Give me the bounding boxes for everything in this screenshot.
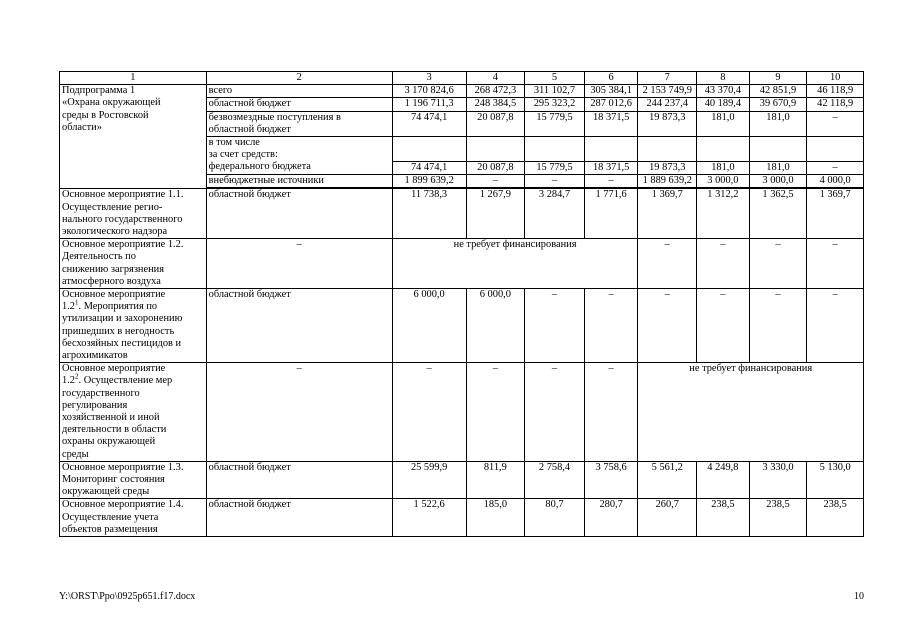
source-line: безвозмездные поступления в: [208, 111, 341, 123]
value-cell: –: [525, 288, 585, 362]
value-cell: 1 369,7: [638, 189, 697, 239]
value-cell: 295 323,2: [525, 98, 585, 111]
value-cell: 1 362,5: [749, 189, 807, 239]
source-cell: внебюджетные источники: [206, 175, 392, 188]
value-cell: 42 118,9: [807, 98, 864, 111]
name-line: атмосферного воздуха: [62, 275, 161, 287]
value-cell: –: [638, 239, 697, 289]
source-line: в том числе: [208, 137, 260, 149]
name-line: среды в Ростовской: [62, 109, 149, 121]
value-cell: 1 312,2: [697, 189, 750, 239]
value-cell: –: [584, 175, 638, 188]
value-cell: 18 371,5: [584, 111, 638, 136]
measure-superscript: 2: [75, 372, 79, 381]
value-cell: 248 384,5: [466, 98, 525, 111]
measure-name-cell: [60, 499, 207, 537]
value-cell: 19 873,3: [638, 111, 697, 136]
value-cell: 15 779,5: [525, 111, 585, 136]
value-cell: 40 189,4: [697, 98, 750, 111]
header-cell: 10: [807, 72, 864, 85]
header-cell: 3: [392, 72, 466, 85]
value-cell: 238,5: [697, 499, 750, 537]
value-cell: 3 170 824,6: [392, 85, 466, 98]
header-cell: 9: [749, 72, 807, 85]
value-cell: 1 889 639,2: [638, 175, 697, 188]
value-cell: 244 237,4: [638, 98, 697, 111]
measure-name-cell: [60, 461, 207, 499]
source-cell: –: [206, 239, 392, 289]
value-cell: 39 670,9: [749, 98, 807, 111]
value-cell: 181,0: [749, 111, 807, 136]
value-cell: –: [466, 175, 525, 188]
value-cell: 1 196 711,3: [392, 98, 466, 111]
measure-number: 1.2: [62, 301, 75, 313]
measure-name-cell: [60, 239, 207, 289]
value-cell: 3 000,0: [749, 175, 807, 188]
value-cell: [749, 137, 807, 162]
name-line: Мониторинг состояния: [62, 474, 165, 485]
measure-name-cell: [60, 363, 207, 462]
value-cell: 20 087,8: [466, 111, 525, 136]
value-cell: 19 873,3: [638, 161, 697, 174]
no-funding-cell: не требует финансирования: [392, 239, 638, 289]
value-cell: 3 330,0: [749, 461, 807, 499]
value-cell: 43 370,4: [697, 85, 750, 98]
page-number: 10: [854, 591, 864, 602]
value-cell: 2 153 749,9: [638, 85, 697, 98]
table-row: [60, 239, 864, 289]
table-row: [60, 85, 864, 98]
value-cell: 260,7: [638, 499, 697, 537]
budget-table: [59, 71, 864, 537]
value-cell: 238,5: [749, 499, 807, 537]
name-line: Основное мероприятие 1.4.: [62, 499, 184, 511]
value-cell: [466, 137, 525, 162]
value-cell: 305 384,1: [584, 85, 638, 98]
value-cell: 74 474,1: [392, 111, 466, 136]
name-line: Деятельность по: [62, 251, 136, 263]
value-cell: 15 779,5: [525, 161, 585, 174]
name-line: Основное мероприятие 1.1.: [62, 189, 184, 201]
value-cell: 268 472,3: [466, 85, 525, 98]
name-line: Осуществление регио-: [62, 201, 163, 213]
value-cell: 11 738,3: [392, 189, 466, 239]
source-cell: [206, 137, 392, 162]
table-row: [60, 499, 864, 537]
name-line: Основное мероприятие 1.3.: [62, 461, 184, 473]
source-line: за счет средств:: [208, 149, 278, 161]
value-cell: 311 102,7: [525, 85, 585, 98]
value-cell: –: [638, 288, 697, 362]
name-line: [62, 372, 204, 387]
value-cell: [638, 137, 697, 162]
name-line: бесхозяйных пестицидов и: [62, 337, 182, 349]
name-line: регулирования: [62, 399, 128, 411]
table-row: [60, 363, 864, 462]
value-cell: 238,5: [807, 499, 864, 537]
value-cell: –: [525, 363, 585, 462]
value-cell: 20 087,8: [466, 161, 525, 174]
measure-superscript: 1: [75, 298, 79, 307]
name-line: агрохимикатов: [62, 349, 128, 361]
value-cell: –: [749, 239, 807, 289]
value-cell: 3 000,0: [697, 175, 750, 188]
value-cell: 280,7: [584, 499, 638, 537]
header-cell: 1: [60, 72, 207, 85]
value-cell: 1 771,6: [584, 189, 638, 239]
value-cell: [697, 137, 750, 162]
header-cell: 8: [697, 72, 750, 85]
value-cell: –: [807, 161, 864, 174]
value-cell: 1 369,7: [807, 189, 864, 239]
table-row: [60, 189, 864, 239]
value-cell: [392, 137, 466, 162]
name-line: утилизации и захоронению: [62, 313, 183, 325]
value-cell: 2 758,4: [525, 461, 585, 499]
value-cell: 80,7: [525, 499, 585, 537]
value-cell: 181,0: [749, 161, 807, 174]
header-cell: 5: [525, 72, 585, 85]
table-row: [60, 288, 864, 362]
name-line: Основное мероприятие 1.2.: [62, 239, 184, 251]
value-cell: 287 012,6: [584, 98, 638, 111]
source-line: областной бюджет: [208, 123, 291, 135]
name-line: Осуществление учета: [62, 511, 159, 523]
source-cell: [206, 111, 392, 136]
value-cell: 18 371,5: [584, 161, 638, 174]
value-cell: [525, 137, 585, 162]
source-cell: областной бюджет: [206, 499, 392, 537]
value-cell: 1 899 639,2: [392, 175, 466, 188]
value-cell: –: [807, 111, 864, 136]
name-line: хозяйственной и иной: [62, 411, 160, 423]
value-cell: –: [584, 288, 638, 362]
value-cell: 181,0: [697, 111, 750, 136]
name-line: среды: [62, 448, 89, 460]
name-text: . Мероприятия по: [78, 301, 158, 313]
no-funding-cell: не требует финансирования: [638, 363, 864, 462]
value-cell: 6 000,0: [466, 288, 525, 362]
value-cell: 6 000,0: [392, 288, 466, 362]
name-line: [62, 298, 204, 313]
value-cell: –: [466, 363, 525, 462]
name-line: деятельности в области: [62, 424, 167, 436]
value-cell: –: [392, 363, 466, 462]
subprogram-name-cell: [60, 85, 207, 189]
name-line: окружающей среды: [62, 486, 150, 498]
name-line: государственного: [62, 387, 140, 399]
value-cell: –: [697, 288, 750, 362]
source-cell: областной бюджет: [206, 98, 392, 111]
header-cell: 4: [466, 72, 525, 85]
source-cell: областной бюджет: [206, 189, 392, 239]
name-line: снижению загрязнения: [62, 263, 164, 275]
value-cell: –: [807, 288, 864, 362]
value-cell: 1 267,9: [466, 189, 525, 239]
value-cell: 46 118,9: [807, 85, 864, 98]
source-cell: –: [206, 363, 392, 462]
value-cell: 42 851,9: [749, 85, 807, 98]
source-cell: федерального бюджета: [206, 161, 392, 174]
footer-file-path: Y:\ORST\Ppo\0925p651.f17.docx: [59, 591, 196, 602]
measure-name-cell: [60, 288, 207, 362]
value-cell: [584, 137, 638, 162]
name-line: области»: [62, 121, 102, 133]
name-line: Основное мероприятие: [62, 288, 166, 300]
value-cell: 4 000,0: [807, 175, 864, 188]
source-cell: всего: [206, 85, 392, 98]
name-line: охраны окружающей: [62, 436, 156, 448]
name-line: Подпрограмма 1: [62, 85, 136, 97]
value-cell: 5 130,0: [807, 461, 864, 499]
value-cell: 5 561,2: [638, 461, 697, 499]
value-cell: –: [525, 175, 585, 188]
header-cell: 7: [638, 72, 697, 85]
value-cell: –: [749, 288, 807, 362]
name-line: Основное мероприятие: [62, 363, 166, 375]
value-cell: 1 522,6: [392, 499, 466, 537]
source-cell: областной бюджет: [206, 461, 392, 499]
value-cell: 3 758,6: [584, 461, 638, 499]
measure-name-cell: [60, 189, 207, 239]
value-cell: 25 599,9: [392, 461, 466, 499]
value-cell: –: [697, 239, 750, 289]
value-cell: 3 284,7: [525, 189, 585, 239]
value-cell: 74 474,1: [392, 161, 466, 174]
value-cell: 4 249,8: [697, 461, 750, 499]
value-cell: –: [807, 239, 864, 289]
source-cell: областной бюджет: [206, 288, 392, 362]
value-cell: 811,9: [466, 461, 525, 499]
header-cell: 2: [206, 72, 392, 85]
value-cell: [807, 137, 864, 162]
header-cell: 6: [584, 72, 638, 85]
value-cell: 185,0: [466, 499, 525, 537]
name-text: . Осуществление мер: [78, 375, 173, 387]
name-line: экологического надзора: [62, 225, 168, 237]
measure-number: 1.2: [62, 375, 75, 387]
table-row: [60, 461, 864, 499]
name-line: «Охрана окружающей: [62, 97, 161, 109]
value-cell: –: [584, 363, 638, 462]
name-line: объектов размещения: [62, 523, 158, 535]
table-header-row: [60, 72, 864, 85]
value-cell: 181,0: [697, 161, 750, 174]
name-line: пришедших в негодность: [62, 325, 175, 337]
name-line: нального государственного: [62, 213, 183, 225]
